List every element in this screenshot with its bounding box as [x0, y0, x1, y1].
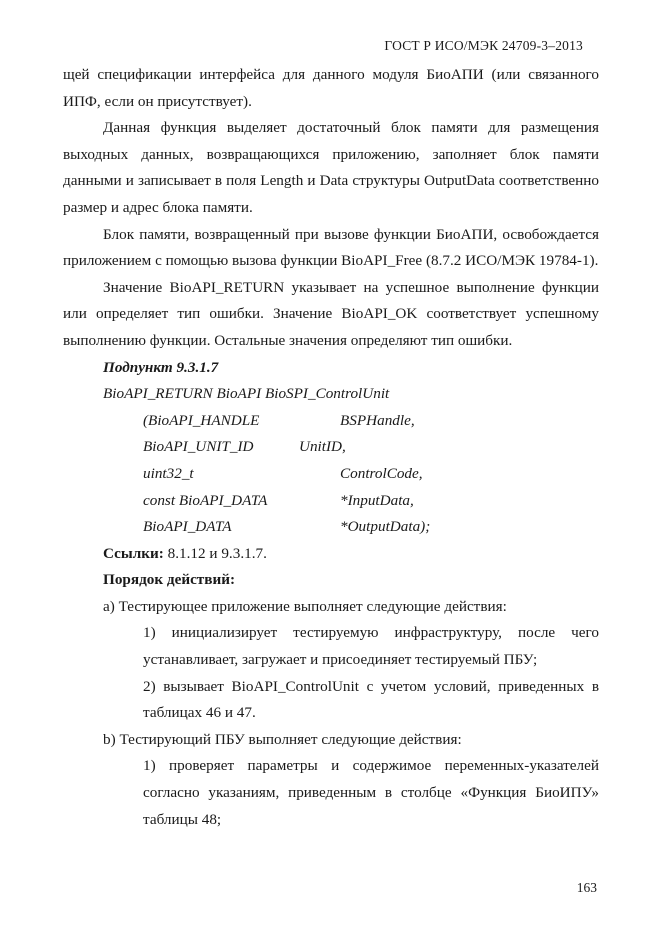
page-number: 163 [576, 880, 597, 895]
signature-param-row [63, 488, 599, 515]
subclause-heading: Подпункт 9.3.1.7 [103, 358, 219, 376]
param-type: BioAPI_DATA [143, 518, 232, 536]
references-text: 8.1.12 и 9.3.1.7. [167, 544, 267, 562]
step-b-item-1: 1) проверяет параметры и содержимое переменных-указателей согласно указаниям, приведенным в столбце «Функция БиоИПУ» таблицы 48; [143, 757, 599, 828]
paragraph-memory-allocation: Данная функция выделяет достаточный блок памяти для размещения выходных данных, возвращающихся приложению, заполняет блок памяти данными и записывает в поля Length и Data структуры OutputData соответственно размер и адрес блока памяти. [63, 119, 599, 216]
signature-head [63, 381, 599, 408]
running-header: ГОСТ Р ИСО/МЭК 24709-3–2013 [384, 38, 583, 53]
paragraph-memory-free: Блок памяти, возвращенный при вызове функции БиоАПИ, освобождается приложением с помощью вызова функции BioAPI_Free (8.7.2 ИСО/МЭК 19784-1). [63, 225, 599, 270]
param-name: ControlCode, [340, 464, 423, 482]
param-type: const BioAPI_DATA [143, 491, 268, 509]
references-label: Ссылки: [103, 544, 164, 562]
param-name: *InputData, [340, 491, 414, 509]
param-name: UnitID, [299, 438, 346, 456]
signature-param-row [63, 514, 599, 541]
param-type: (BioAPI_HANDLE [143, 411, 260, 429]
step-a-item-2: 2) вызывает BioAPI_ControlUnit с учетом условий, приведенных в таблицах 46 и 47. [143, 677, 599, 722]
signature-param-row [63, 461, 599, 488]
signature-param-row [63, 408, 599, 435]
step-a-item-1: 1) инициализирует тестируемую инфраструктуру, после чего устанавливает, загружает и присоединяет тестируемый ПБУ; [143, 624, 599, 669]
param-name: BSPHandle, [340, 411, 415, 429]
signature-param-row [63, 434, 599, 461]
signature-head-text: BioAPI_RETURN BioAPI BioSPI_ControlUnit [103, 385, 390, 403]
paragraph-continued: щей спецификации интерфейса для данного модуля БиоАПИ (или связанного ИПФ, если он присутствует). [63, 66, 599, 110]
step-a-heading: a) Тестирующее приложение выполняет следующие действия: [103, 597, 507, 615]
step-b-heading: b) Тестирующий ПБУ выполняет следующие действия: [103, 730, 462, 748]
procedure-title: Порядок действий: [103, 571, 236, 589]
page-body [63, 62, 599, 833]
param-name: *OutputData); [340, 518, 431, 536]
references [63, 541, 599, 568]
param-type: uint32_t [143, 464, 194, 482]
paragraph-return-value: Значение BioAPI_RETURN указывает на успешное выполнение функции или определяет тип ошибки. Значение BioAPI_OK соответствует успешному выполнению функции. Остальные значения определяют тип ошибки. [63, 278, 599, 349]
param-type: BioAPI_UNIT_ID [143, 438, 254, 456]
